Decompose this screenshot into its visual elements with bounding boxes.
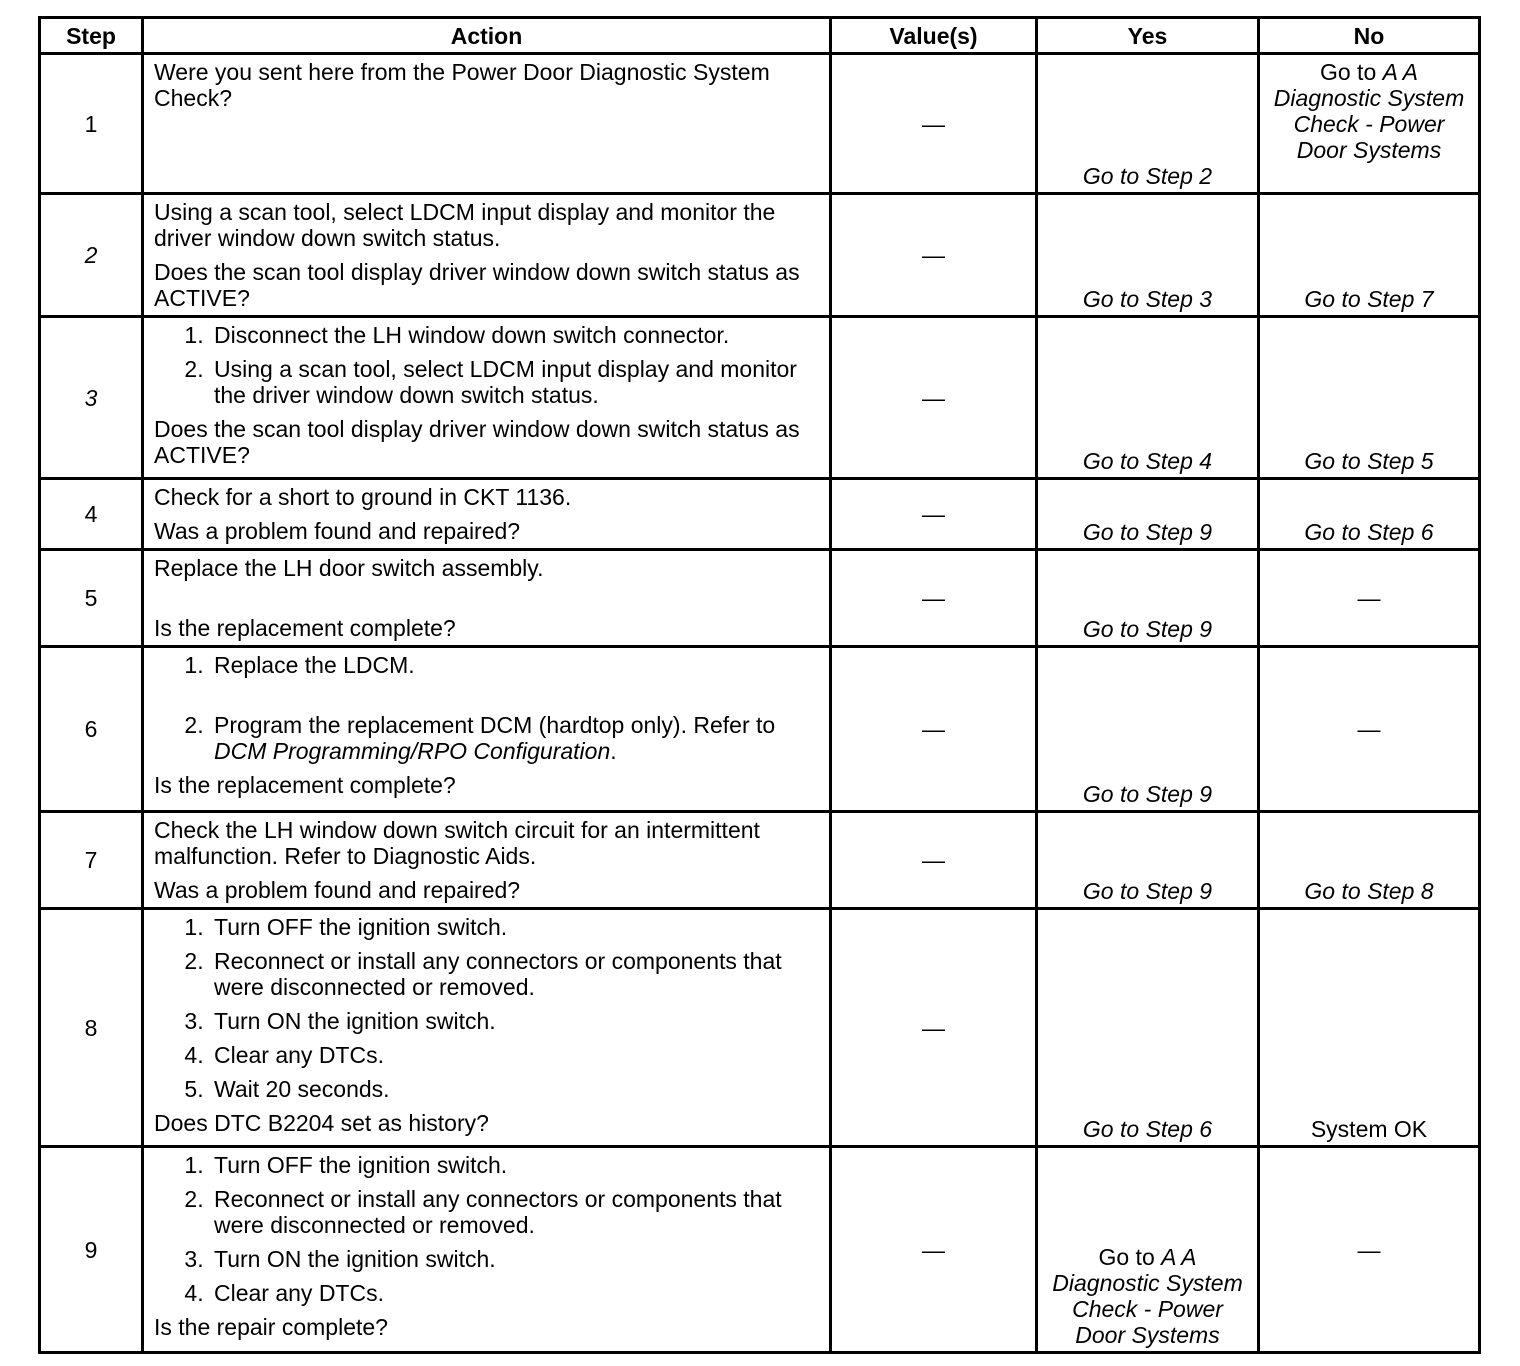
yes-goto-link: Go to Step 9: [1082, 878, 1213, 904]
table-row-step-2: [40, 194, 1480, 317]
yes-goto-link: Go to Step 4: [1082, 448, 1213, 474]
action-cell: [143, 812, 831, 909]
header-action: Action: [143, 18, 831, 54]
list-item: 2. Reconnect or install any connectors or components that were disconnected or removed.: [210, 948, 819, 1000]
table-row-step-4: [40, 479, 1480, 550]
action-question: Does the scan tool display driver window down switch status as ACTIVE?: [154, 259, 800, 311]
list-item: 4. Clear any DTCs.: [210, 1280, 819, 1306]
action-cell: [143, 1147, 831, 1353]
action-cell: [143, 647, 831, 812]
action-question: Is the replacement complete?: [154, 772, 456, 798]
yes-goto-link: Go to Step 9: [1082, 781, 1213, 807]
yes-cell: [1037, 647, 1259, 812]
no-cell: [1259, 479, 1480, 550]
step-number: 6: [40, 647, 143, 812]
action-cell: [143, 550, 831, 647]
list-item: 2. Using a scan tool, select LDCM input display and monitor the driver window down switch status.: [210, 356, 819, 408]
step-number: 5: [40, 550, 143, 647]
value-cell: —: [831, 550, 1037, 647]
no-goto-link: Go to Step 5: [1304, 448, 1434, 474]
action-text: Using a scan tool, select LDCM input display and monitor the driver window down switch status.: [154, 199, 776, 251]
step-number: 7: [40, 812, 143, 909]
action-cell: [143, 54, 831, 194]
list-item: [210, 712, 819, 764]
list-item: 1. Turn OFF the ignition switch.: [210, 914, 819, 940]
yes-cell: [1037, 194, 1259, 317]
yes-goto-link: Go to Step 2: [1082, 163, 1213, 189]
table-row-step-8: [40, 909, 1480, 1147]
action-text: Check for a short to ground in CKT 1136.: [154, 484, 572, 510]
table-row-step-5: [40, 550, 1480, 647]
value-cell: —: [831, 317, 1037, 479]
yes-goto-link: [1046, 1244, 1249, 1348]
action-question: Does DTC B2204 set as history?: [154, 1110, 489, 1136]
step-number: 8: [40, 909, 143, 1147]
action-cell: [143, 479, 831, 550]
goto-prefix: Go to: [1098, 1244, 1162, 1270]
yes-cell: [1037, 1147, 1259, 1353]
no-cell: [1259, 54, 1480, 194]
table-row-step-1: [40, 54, 1480, 194]
header-row: [40, 18, 1480, 54]
yes-cell: [1037, 317, 1259, 479]
goto-target: A A Diagnostic System Check - Power Door Systems: [1052, 1244, 1243, 1348]
action-cell: [143, 317, 831, 479]
list-item: 3. Turn ON the ignition switch.: [210, 1246, 819, 1272]
value-cell: —: [831, 479, 1037, 550]
action-text: Replace the LH door switch assembly.: [154, 555, 544, 581]
action-question: Does the scan tool display driver window down switch status as ACTIVE?: [154, 416, 800, 468]
yes-cell: [1037, 479, 1259, 550]
no-cell: [1259, 194, 1480, 317]
action-cell: [143, 909, 831, 1147]
yes-goto-link: Go to Step 3: [1082, 286, 1213, 312]
action-text: Check the LH window down switch circuit for an intermittent malfunction. Refer to Diagnostic Aids.: [154, 817, 760, 869]
action-steps-list: [154, 914, 819, 1102]
no-cell: [1259, 812, 1480, 909]
goto-target: A A Diagnostic System Check - Power Door Systems: [1273, 59, 1465, 163]
goto-prefix: Go to: [1319, 59, 1383, 85]
list-item: 1. Replace the LDCM.: [210, 652, 819, 678]
no-goto-link: [1268, 59, 1470, 163]
action-steps-list: [154, 322, 819, 408]
action-question: Is the repair complete?: [154, 1314, 388, 1340]
yes-cell: [1037, 550, 1259, 647]
action-text: Were you sent here from the Power Door Diagnostic System Check?: [154, 59, 770, 111]
table-row-step-3: [40, 317, 1480, 479]
table-row-step-6: [40, 647, 1480, 812]
list-item-text: Program the replacement DCM (hardtop only). Refer to: [214, 712, 776, 738]
header-no: No: [1259, 18, 1480, 54]
no-goto-link: Go to Step 6: [1304, 519, 1434, 545]
list-item: 5. Wait 20 seconds.: [210, 1076, 819, 1102]
yes-cell: [1037, 812, 1259, 909]
list-item: 4. Clear any DTCs.: [210, 1042, 819, 1068]
value-cell: —: [831, 194, 1037, 317]
value-cell: —: [831, 1147, 1037, 1353]
diagnostic-table: [38, 16, 1481, 1354]
no-cell: [1259, 909, 1480, 1147]
header-values: Value(s): [831, 18, 1037, 54]
value-cell: —: [831, 909, 1037, 1147]
no-cell: —: [1259, 1147, 1480, 1353]
table-row-step-7: [40, 812, 1480, 909]
no-cell: [1259, 317, 1480, 479]
no-goto-link: Go to Step 7: [1304, 286, 1434, 312]
step-number: 2: [40, 194, 143, 317]
yes-cell: [1037, 54, 1259, 194]
step-number: 3: [40, 317, 143, 479]
value-cell: —: [831, 812, 1037, 909]
value-cell: —: [831, 647, 1037, 812]
step-number: 1: [40, 54, 143, 194]
action-question: Is the replacement complete?: [154, 615, 456, 641]
action-question: Was a problem found and repaired?: [154, 518, 521, 544]
yes-goto-link: Go to Step 9: [1082, 616, 1213, 642]
no-goto-link: Go to Step 8: [1304, 878, 1434, 904]
list-item-end: .: [610, 738, 617, 764]
yes-goto-link: Go to Step 9: [1082, 519, 1213, 545]
reference-link: DCM Programming/RPO Configuration: [214, 738, 611, 764]
step-number: 9: [40, 1147, 143, 1353]
action-question: Was a problem found and repaired?: [154, 877, 521, 903]
yes-goto-link: Go to Step 6: [1082, 1116, 1213, 1142]
yes-cell: [1037, 909, 1259, 1147]
step-number: 4: [40, 479, 143, 550]
no-cell: —: [1259, 647, 1480, 812]
list-item: 1. Disconnect the LH window down switch connector.: [210, 322, 819, 348]
value-cell: —: [831, 54, 1037, 194]
table-row-step-9: [40, 1147, 1480, 1353]
no-result-text: System OK: [1310, 1116, 1428, 1142]
header-yes: Yes: [1037, 18, 1259, 54]
action-steps-list: [154, 1152, 819, 1306]
action-steps-list: [154, 652, 819, 764]
list-item: 1. Turn OFF the ignition switch.: [210, 1152, 819, 1178]
no-cell: —: [1259, 550, 1480, 647]
list-item: 3. Turn ON the ignition switch.: [210, 1008, 819, 1034]
header-step: Step: [40, 18, 143, 54]
list-item: 2. Reconnect or install any connectors or components that were disconnected or removed.: [210, 1186, 819, 1238]
action-cell: [143, 194, 831, 317]
